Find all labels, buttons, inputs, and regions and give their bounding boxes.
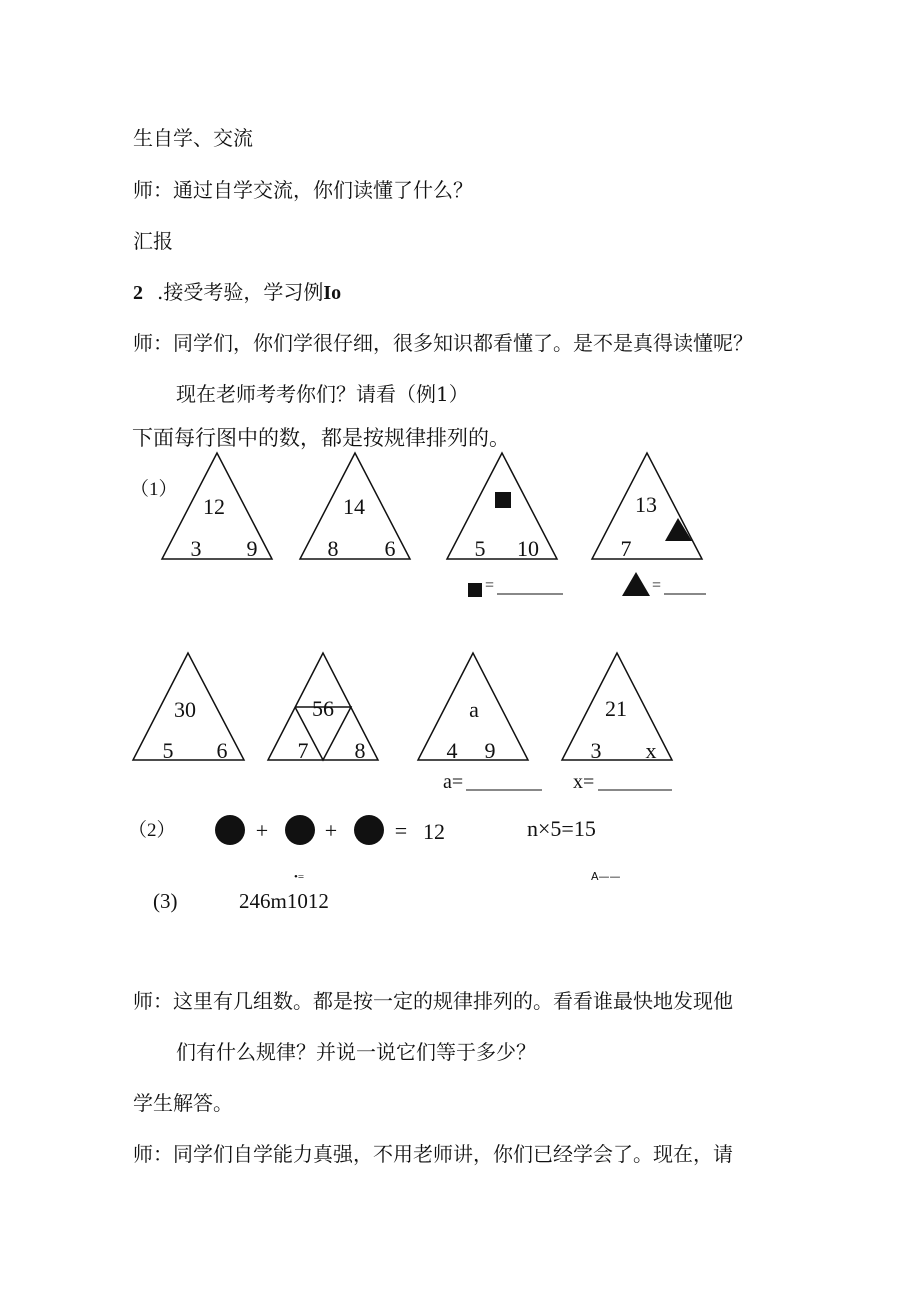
tri-right: 9 bbox=[484, 738, 496, 763]
tri-left: 7 bbox=[620, 536, 632, 561]
plus-sign: + bbox=[324, 818, 338, 843]
triangle-icon bbox=[622, 572, 650, 596]
triangle-2-1 bbox=[133, 653, 244, 763]
part1-label: （1） bbox=[130, 479, 178, 500]
paragraph-9: 学生解答。 bbox=[133, 1091, 233, 1115]
paragraph-1: 生自学、交流 bbox=[133, 126, 253, 150]
tri-right: x bbox=[645, 738, 657, 763]
paragraph-10: 师：同学们自学能力真强，不用老师讲，你们已经学会了。现在，请 bbox=[133, 1142, 733, 1166]
circle-icon bbox=[354, 815, 384, 845]
tri-top: 13 bbox=[635, 492, 657, 517]
example-figure bbox=[0, 420, 920, 920]
tri-left: 5 bbox=[162, 738, 174, 763]
tri-left: 8 bbox=[327, 536, 339, 561]
tri-right: 6 bbox=[216, 738, 228, 763]
circle-icon bbox=[215, 815, 245, 845]
small-mark: •= bbox=[294, 871, 305, 883]
a-equals: a= bbox=[443, 771, 464, 793]
paragraph-6: 现在老师考考你们？请看（例1） bbox=[176, 382, 469, 406]
tri-top: 21 bbox=[605, 696, 627, 721]
tri-right: 9 bbox=[246, 536, 258, 561]
paragraph-3: 汇报 bbox=[133, 229, 173, 253]
tri-top: 56 bbox=[312, 696, 334, 721]
triangle-icon bbox=[665, 518, 692, 541]
triangle-2-4 bbox=[562, 653, 672, 763]
tri-right: 6 bbox=[384, 536, 396, 561]
tri-top: 12 bbox=[203, 494, 225, 519]
triangle-1-2 bbox=[300, 453, 410, 561]
sum-result: 12 bbox=[423, 819, 445, 844]
triangle-equals: = bbox=[652, 577, 662, 594]
part3-label: (3) bbox=[153, 889, 178, 913]
plus-sign: + bbox=[255, 818, 269, 843]
section-number: 2 bbox=[133, 282, 143, 304]
a-answer bbox=[443, 771, 542, 793]
a-mark: A—— bbox=[591, 870, 621, 883]
tri-left: 5 bbox=[474, 536, 486, 561]
part3-sequence: 246m1012 bbox=[239, 889, 329, 913]
triangle-1-4 bbox=[592, 453, 702, 561]
figure-heading: 下面每行图中的数，都是按规律排列的。 bbox=[132, 426, 510, 450]
tri-left: 7 bbox=[297, 738, 309, 763]
tri-left: 3 bbox=[590, 738, 602, 763]
paragraph-8: 们有什么规律？并说一说它们等于多少？ bbox=[176, 1040, 536, 1064]
section-title: .接受考验，学习例 bbox=[157, 280, 324, 304]
section-title-tail: Io bbox=[323, 282, 342, 304]
x-answer bbox=[573, 771, 672, 793]
tri-left: 4 bbox=[446, 738, 458, 763]
part2-label: （2） bbox=[128, 820, 176, 841]
triangle-1-1 bbox=[162, 453, 272, 561]
equals-sign: = bbox=[394, 818, 408, 843]
tri-left: 3 bbox=[190, 536, 202, 561]
triangle-answer bbox=[622, 572, 706, 596]
square-icon bbox=[468, 583, 482, 597]
circle-icon bbox=[285, 815, 315, 845]
tri-right: 8 bbox=[354, 738, 366, 763]
tri-top: 14 bbox=[343, 494, 365, 519]
triangle-2-3 bbox=[418, 653, 528, 763]
n-equation: n×5=15 bbox=[527, 816, 596, 841]
paragraph-2: 师：通过自学交流，你们读懂了什么？ bbox=[133, 178, 473, 202]
section-heading bbox=[133, 279, 341, 306]
square-answer bbox=[468, 577, 563, 597]
square-icon bbox=[495, 492, 511, 508]
square-equals: = bbox=[485, 577, 495, 594]
triangle-1-3 bbox=[447, 453, 557, 561]
triangle-2-2 bbox=[268, 653, 378, 763]
paragraph-7: 师：这里有几组数。都是按一定的规律排列的。看看谁最快地发现他 bbox=[133, 989, 733, 1013]
x-equals: x= bbox=[573, 771, 595, 793]
tri-top: a bbox=[469, 697, 479, 722]
tri-right: 10 bbox=[517, 536, 539, 561]
tri-top: 30 bbox=[174, 697, 196, 722]
paragraph-5: 师：同学们，你们学很仔细，很多知识都看懂了。是不是真得读懂呢？ bbox=[133, 331, 753, 355]
